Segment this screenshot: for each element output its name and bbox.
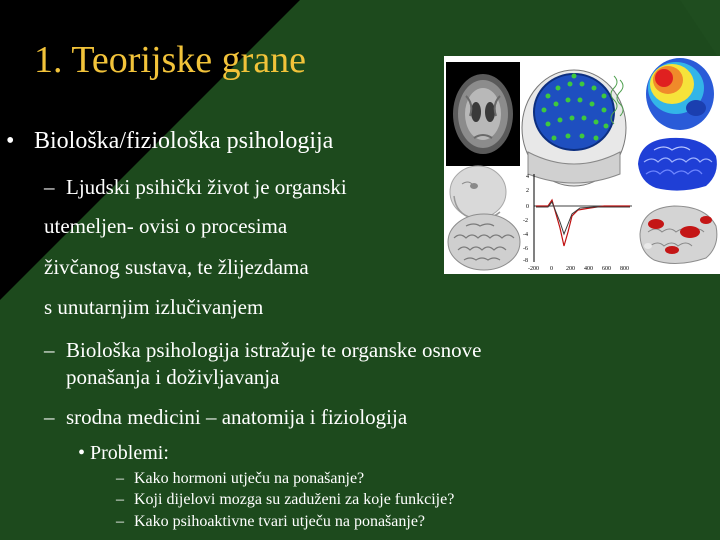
dash-icon: – xyxy=(44,175,55,199)
bullet-dot-icon: • xyxy=(6,128,15,154)
sub-bullet-1-line-1: – Ljudski psihički život je organski xyxy=(44,175,347,199)
sub-bullet-1-line-2: utemeljen- ovisi o procesima xyxy=(44,214,288,238)
dash-icon: – xyxy=(44,405,55,429)
question-3: – Kako psihoaktivne tvari utječu na ponašanje? xyxy=(116,513,426,530)
activation-brain-map-image xyxy=(640,206,717,264)
bullet-main-text: Biološka/fiziološka psihologija xyxy=(34,128,334,154)
y-tick-label: 2 xyxy=(526,188,529,194)
question-1: – Kako hormoni utječu na ponašanje? xyxy=(116,470,365,487)
erp-waveform-plot xyxy=(523,174,632,272)
x-tick-label: 200 xyxy=(566,266,575,272)
x-tick-label: -200 xyxy=(528,266,539,272)
dash-icon: – xyxy=(116,470,124,487)
x-tick-label: 400 xyxy=(584,266,593,272)
sub-bullet-3: – srodna medicini – anatomija i fiziologija xyxy=(44,405,408,429)
sub-bullet-1-line-4: s unutarnjim izlučivanjem xyxy=(44,295,264,319)
bullet-dot-icon: • xyxy=(78,442,91,464)
y-tick-label: -8 xyxy=(523,258,528,264)
mri-scan-image xyxy=(446,62,520,166)
x-tick-label: 800 xyxy=(620,266,629,272)
y-tick-label: 4 xyxy=(526,174,529,180)
dash-icon: – xyxy=(116,513,124,530)
question-2: – Koji dijelovi mozga su zaduženi za koje funkcije? xyxy=(116,491,455,508)
sub-bullet-2-line-1: – Biološka psihologija istražuje te organske osnove xyxy=(44,338,482,362)
blue-cortex-model-image xyxy=(638,138,717,191)
sub-bullet-1-line-3: živčanog sustava, te žlijezdama xyxy=(44,255,309,279)
y-tick-label: -2 xyxy=(523,218,528,224)
bullet-main xyxy=(6,128,333,155)
sub-bullet-2-line-2: ponašanja i doživljavanja xyxy=(66,365,280,389)
slide-title: 1. Teorijske grane xyxy=(34,39,307,81)
brain-imaging-collage xyxy=(444,56,720,274)
y-tick-label: -4 xyxy=(523,232,528,238)
head-3d-model-image xyxy=(450,166,506,219)
x-tick-label: 0 xyxy=(550,266,553,272)
y-tick-label: -6 xyxy=(523,246,528,252)
topographic-eeg-map-image xyxy=(646,58,714,130)
x-tick-label: 600 xyxy=(602,266,611,272)
gray-brain-model-image xyxy=(448,214,520,270)
collage-svg xyxy=(444,56,720,274)
dash-icon: – xyxy=(116,491,124,508)
dash-icon: – xyxy=(44,338,55,362)
y-tick-label: 0 xyxy=(526,204,529,210)
sub-sub-bullet-problems: • Problemi: xyxy=(78,442,169,464)
eeg-electrode-cap-image xyxy=(522,70,626,186)
